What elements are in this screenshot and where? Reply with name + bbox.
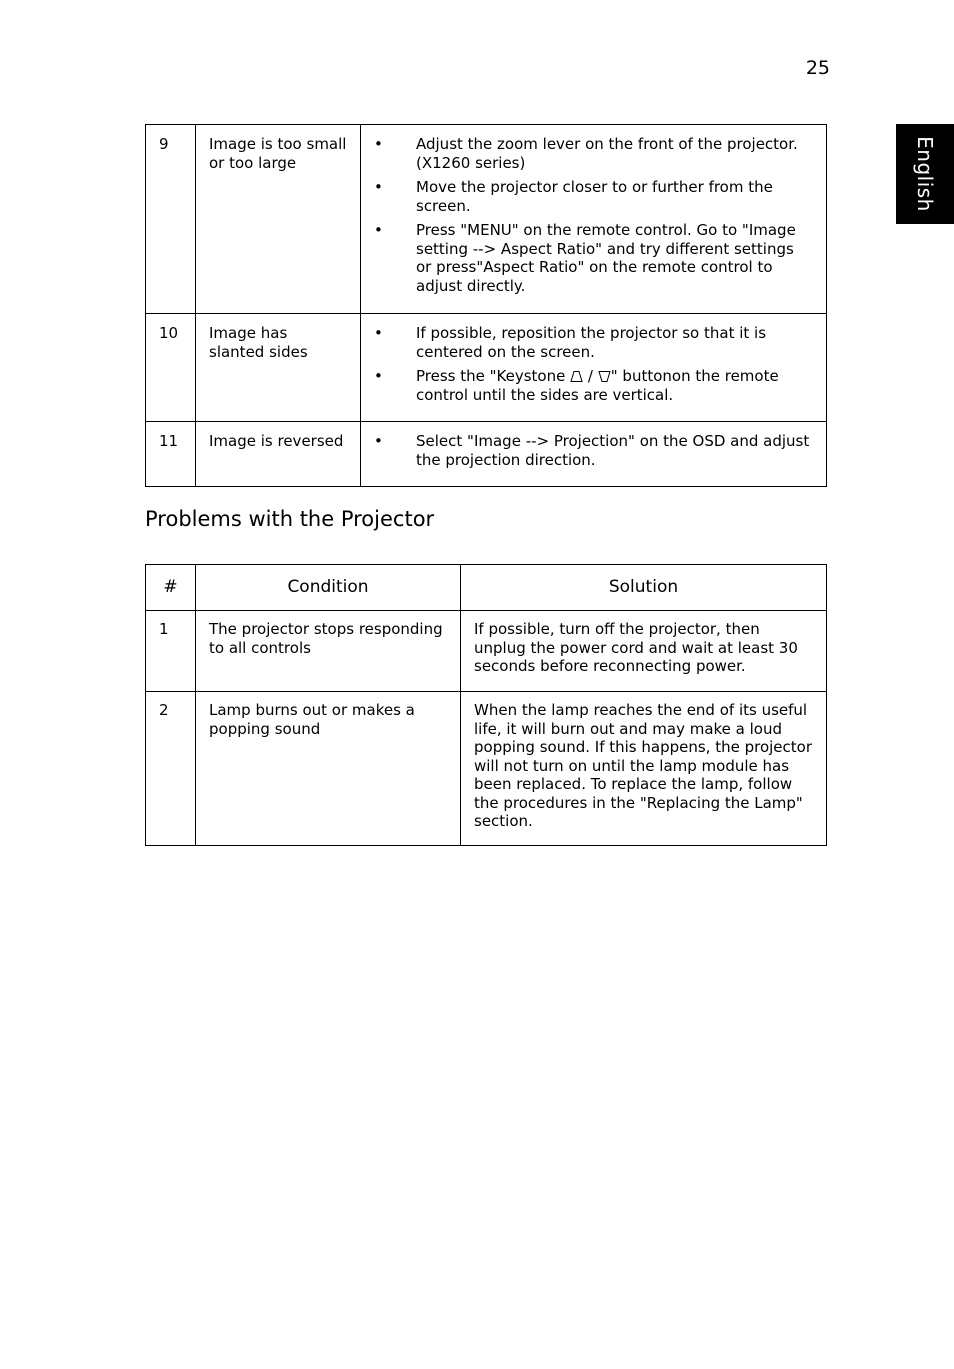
bullet: • xyxy=(374,178,383,196)
header-number: # xyxy=(146,565,196,611)
solution-item xyxy=(361,324,812,361)
solution-item xyxy=(361,135,812,172)
bullet: • xyxy=(374,221,383,239)
table-header-row xyxy=(146,565,827,611)
language-tab-label: English xyxy=(913,136,937,212)
solution-text: Adjust the zoom lever on the front of the projector. (X1260 series) xyxy=(416,135,798,172)
row-number: 10 xyxy=(146,314,196,422)
solution-cell xyxy=(361,314,827,422)
solution-item xyxy=(361,221,812,295)
solution-text: " buttonon the remote control until the sides are vertical. xyxy=(416,367,779,404)
bullet: • xyxy=(374,367,383,385)
row-number: 11 xyxy=(146,422,196,487)
section-title: Problems with the Projector xyxy=(145,507,435,531)
row-number: 9 xyxy=(146,125,196,314)
solution-cell xyxy=(361,422,827,487)
solution-text: Move the projector closer to or further from the screen. xyxy=(416,178,773,215)
keystone-down-icon xyxy=(598,370,611,383)
bullet: • xyxy=(374,135,383,153)
solution-text: If possible, reposition the projector so that it is centered on the screen. xyxy=(416,324,767,361)
projector-problems-table xyxy=(145,564,827,846)
language-tab xyxy=(896,124,954,224)
page-number: 25 xyxy=(805,57,830,79)
solution-cell xyxy=(361,125,827,314)
table-row xyxy=(146,692,827,846)
table-row xyxy=(146,422,827,487)
keystone-separator: / xyxy=(587,367,593,385)
table-row xyxy=(146,611,827,692)
row-number: 1 xyxy=(146,611,196,692)
row-number: 2 xyxy=(146,692,196,846)
bullet: • xyxy=(374,324,383,342)
condition-cell: Image is reversed xyxy=(196,422,361,487)
keystone-up-icon xyxy=(570,370,583,383)
table-row xyxy=(146,314,827,422)
table-row xyxy=(146,125,827,314)
solution-item xyxy=(361,432,812,469)
condition-cell: Image has slanted sides xyxy=(196,314,361,422)
header-solution: Solution xyxy=(461,565,827,611)
solution-cell: If possible, turn off the projector, then unplug the power cord and wait at least 30 seconds before reconnecting power. xyxy=(461,611,827,692)
solution-item xyxy=(361,178,812,215)
solution-text: Press the "Keystone xyxy=(416,367,566,385)
header-condition: Condition xyxy=(196,565,461,611)
condition-cell: The projector stops responding to all controls xyxy=(196,611,461,692)
bullet: • xyxy=(374,432,383,450)
solution-text: Select "Image --> Projection" on the OSD and adjust the projection direction. xyxy=(416,432,810,469)
image-problems-table xyxy=(145,124,827,487)
solution-text: Press "MENU" on the remote control. Go to "Image setting --> Aspect Ratio" and try different settings or press"Aspect Ratio" on the remote control to adjust directly. xyxy=(416,221,796,295)
solution-item xyxy=(361,367,812,404)
condition-cell: Image is too small or too large xyxy=(196,125,361,314)
solution-cell: When the lamp reaches the end of its useful life, it will burn out and may make a loud popping sound. If this happens, the projector will not turn on until the lamp module has been replaced. To replace the lamp, follow the procedures in the "Replacing the Lamp" section. xyxy=(461,692,827,846)
condition-cell: Lamp burns out or makes a popping sound xyxy=(196,692,461,846)
